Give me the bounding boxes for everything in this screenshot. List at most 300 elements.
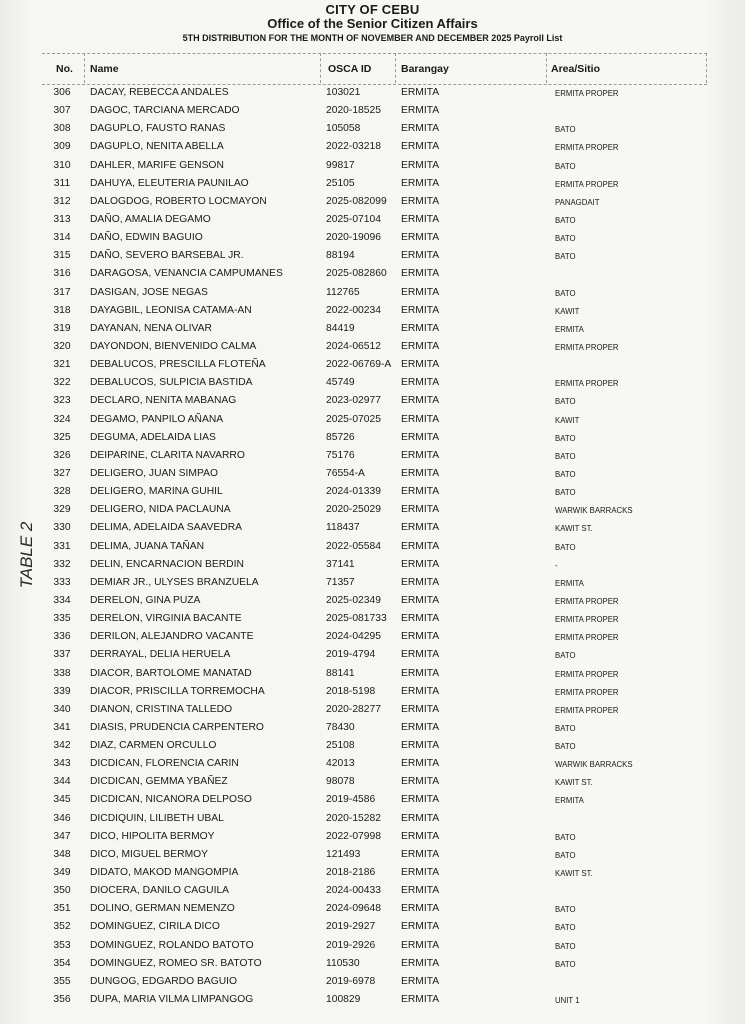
city-title: CITY OF CEBU [325,2,420,17]
row-area: KAWIT ST. [555,778,593,788]
row-barangay: ERMITA [401,232,440,244]
row-number: 352 [53,921,71,933]
row-barangay: ERMITA [401,613,440,625]
row-name: DEGUMA, ADELAIDA LIAS [90,431,216,443]
row-osca-id: 118437 [326,522,360,534]
row-number: 323 [53,395,71,407]
row-barangay: ERMITA [401,921,440,933]
row-area: ERMITA PROPER [555,379,619,389]
row-number: 345 [53,794,71,806]
row-area: ERMITA PROPER [555,615,619,625]
row-area: BATO [555,215,576,225]
row-number: 311 [53,177,71,189]
row-area: BATO [555,742,576,752]
row-number: 325 [53,431,71,443]
row-osca-id: 112765 [326,286,360,298]
row-barangay: ERMITA [401,159,440,171]
row-name: DAYANAN, NENA OLIVAR [90,322,212,334]
row-barangay: ERMITA [401,467,440,479]
row-barangay: ERMITA [401,431,440,443]
row-number: 354 [53,957,71,969]
table-row [0,646,745,664]
table-row [0,501,745,519]
row-barangay: ERMITA [401,340,440,352]
row-name: DEGAMO, PANPILO AÑANA [90,413,224,425]
table-row [0,175,745,193]
row-osca-id: 98078 [326,776,355,788]
table-row [0,102,745,120]
row-name: DICDICAN, NICANORA DELPOSO [90,794,252,806]
row-name: DUPA, MARIA VILMA LIMPANGOG [90,994,254,1006]
row-area: ERMITA PROPER [555,633,619,643]
table-row [0,247,745,265]
row-area: UNIT 1 [555,996,580,1006]
office-title: Office of the Senior Citizen Affairs [267,16,478,31]
row-area: BATO [555,451,576,461]
row-barangay: ERMITA [401,667,440,679]
row-number: 332 [53,558,71,570]
row-name: DELIN, ENCARNACION BERDIN [90,558,244,570]
table-row [0,120,745,138]
row-number: 333 [53,576,71,588]
row-number: 322 [53,377,71,389]
table-row [0,882,745,900]
row-barangay: ERMITA [401,758,440,770]
row-area: ERMITA PROPER [555,687,619,697]
row-barangay: ERMITA [401,740,440,752]
row-barangay: ERMITA [401,576,440,588]
table-row [0,483,745,501]
row-number: 331 [53,540,71,552]
row-barangay: ERMITA [401,123,440,135]
row-osca-id: 42013 [326,758,355,770]
row-number: 351 [53,903,71,915]
row-number: 330 [53,522,71,534]
row-osca-id: 45749 [326,377,355,389]
row-number: 334 [53,594,71,606]
row-barangay: ERMITA [401,141,440,153]
table-row [0,991,745,1009]
row-osca-id: 103021 [326,87,361,98]
table-row [0,719,745,737]
row-number: 320 [53,340,71,352]
table-row [0,791,745,809]
row-area: KAWIT [555,306,580,316]
row-number: 309 [53,141,71,153]
row-osca-id: 2023-02977 [326,395,381,407]
row-barangay: ERMITA [401,631,440,643]
row-number: 306 [53,87,71,98]
row-osca-id: 37141 [326,558,355,570]
row-osca-id: 25108 [326,740,355,752]
row-area: BATO [555,488,576,498]
table-row [0,465,745,483]
row-area: BATO [555,252,576,262]
row-name: DEMIAR JR., ULYSES BRANZUELA [90,576,259,588]
table-row [0,846,745,864]
row-osca-id: 2024-09648 [326,903,381,915]
row-number: 327 [53,467,71,479]
row-name: DARAGOSA, VENANCIA CAMPUMANES [90,268,283,280]
row-area: ERMITA PROPER [555,669,619,679]
handwritten-table-2-note [10,500,54,610]
row-barangay: ERMITA [401,413,440,425]
row-name: DIOCERA, DANILO CAGUILA [90,885,230,897]
row-number: 347 [53,830,71,842]
row-barangay: ERMITA [401,994,440,1006]
row-osca-id: 2025-081733 [326,613,387,625]
row-area: BATO [555,905,576,915]
row-area: BATO [555,651,576,661]
payroll-subtitle: 5TH DISTRIBUTION FOR THE MONTH OF NOVEMBER AND DECEMBER 2025 Payroll List [182,33,563,43]
row-osca-id: 2025-07104 [326,213,381,225]
row-osca-id: 2020-19096 [326,232,381,244]
row-number: 326 [53,449,71,461]
row-osca-id: 2020-25029 [326,504,381,516]
row-osca-id: 2018-2186 [326,867,376,879]
row-name: DAGOC, TARCIANA MERCADO [90,105,240,117]
table-row [0,918,745,936]
table-row [0,701,745,719]
row-osca-id: 76554-A [326,467,365,479]
row-osca-id: 75176 [326,449,355,461]
table-row [0,265,745,283]
table-row [0,973,745,991]
row-name: DIACOR, PRISCILLA TORREMOCHA [90,685,265,697]
table-row [0,574,745,592]
row-name: DAÑO, SEVERO BARSEBAL JR. [90,250,244,262]
header-divider [84,53,85,83]
row-number: 335 [53,613,71,625]
row-number: 310 [53,159,71,171]
row-number: 328 [53,486,71,498]
row-barangay: ERMITA [401,486,440,498]
row-number: 321 [53,359,71,371]
row-barangay: ERMITA [401,939,440,951]
row-barangay: ERMITA [401,885,440,897]
row-name: DAGUPLO, NENITA ABELLA [90,141,224,153]
row-osca-id: 78430 [326,721,355,733]
row-name: DAGUPLO, FAUSTO RANAS [90,123,226,135]
row-number: 313 [53,213,71,225]
row-barangay: ERMITA [401,540,440,552]
row-name: DELIGERO, NIDA PACLAUNA [90,504,231,516]
row-number: 337 [53,649,71,661]
row-number: 342 [53,740,71,752]
row-osca-id: 2025-082860 [326,268,387,280]
table-row [0,937,745,955]
row-area: ERMITA PROPER [555,705,619,715]
row-area: ERMITA [555,796,584,806]
row-name: DAYONDON, BIENVENIDO CALMA [90,340,257,352]
row-area: KAWIT ST. [555,869,593,879]
row-area: BATO [555,850,576,860]
row-name: DICO, MIGUEL BERMOY [90,848,209,860]
row-area: BATO [555,723,576,733]
row-barangay: ERMITA [401,830,440,842]
row-barangay: ERMITA [401,395,440,407]
row-osca-id: 100829 [326,994,361,1006]
row-number: 314 [53,232,71,244]
row-number: 339 [53,685,71,697]
row-name: DICO, HIPOLITA BERMOY [90,830,215,842]
row-barangay: ERMITA [401,250,440,262]
row-number: 341 [53,721,71,733]
row-area: BATO [555,433,576,443]
row-area: BATO [555,125,576,135]
table-row [0,302,745,320]
header-divider [546,53,547,83]
header-divider [706,53,707,83]
row-barangay: ERMITA [401,957,440,969]
row-barangay: ERMITA [401,703,440,715]
row-osca-id: 2019-2927 [326,921,376,933]
table-row [0,429,745,447]
row-barangay: ERMITA [401,975,440,987]
row-barangay: ERMITA [401,867,440,879]
table-row [0,773,745,791]
row-barangay: ERMITA [401,105,440,117]
row-barangay: ERMITA [401,685,440,697]
row-name: DIAZ, CARMEN ORCULLO [90,740,217,752]
row-osca-id: 2018-5198 [326,685,376,697]
row-barangay: ERMITA [401,649,440,661]
row-osca-id: 84419 [326,322,355,334]
table-row [0,447,745,465]
table-row [0,955,745,973]
row-barangay: ERMITA [401,776,440,788]
row-area: WARWIK BARRACKS [555,506,633,516]
row-number: 346 [53,812,71,824]
table-row [0,828,745,846]
table-row [0,320,745,338]
row-number: 324 [53,413,71,425]
table-row [0,592,745,610]
row-name: DOMINGUEZ, CIRILA DICO [90,921,220,933]
row-name: DICDIQUIN, LILIBETH UBAL [90,812,224,824]
row-area: ERMITA PROPER [555,89,619,98]
table-row [0,864,745,882]
row-barangay: ERMITA [401,213,440,225]
payroll-table-body [0,84,745,1009]
row-osca-id: 2022-07998 [326,830,381,842]
table-row [0,411,745,429]
row-osca-id: 2025-07025 [326,413,381,425]
row-name: DALOGDOG, ROBERTO LOCMAYON [90,195,267,207]
row-osca-id: 25105 [326,177,355,189]
table-row [0,538,745,556]
row-name: DAHLER, MARIFE GENSON [90,159,224,171]
row-osca-id: 2024-01339 [326,486,381,498]
row-area: ERMITA PROPER [555,179,619,189]
row-barangay: ERMITA [401,195,440,207]
row-barangay: ERMITA [401,359,440,371]
row-name: DIASIS, PRUDENCIA CARPENTERO [90,721,264,733]
row-osca-id: 105058 [326,123,361,135]
row-number: 329 [53,504,71,516]
row-osca-id: 121493 [326,848,361,860]
row-number: 317 [53,286,71,298]
row-area: - [555,560,558,570]
row-name: DASIGAN, JOSE NEGAS [90,286,208,298]
row-barangay: ERMITA [401,87,440,98]
row-name: DELIGERO, MARINA GUHIL [90,486,223,498]
row-barangay: ERMITA [401,377,440,389]
row-area: ERMITA PROPER [555,342,619,352]
row-number: 316 [53,268,71,280]
row-number: 319 [53,322,71,334]
col-no-header: No. [56,63,73,75]
table-row [0,683,745,701]
row-osca-id: 2024-00433 [326,885,381,897]
row-osca-id: 71357 [326,576,355,588]
row-osca-id: 2024-06512 [326,340,381,352]
row-area: KAWIT [555,415,580,425]
row-osca-id: 88194 [326,250,355,262]
table-row [0,356,745,374]
row-name: DERILON, ALEJANDRO VACANTE [90,631,254,643]
row-area: BATO [555,923,576,933]
header-divider [320,53,321,83]
row-area: KAWIT ST. [555,524,593,534]
table-row [0,556,745,574]
table-row [0,665,745,683]
row-osca-id: 110530 [326,957,360,969]
row-area: ERMITA PROPER [555,143,619,153]
row-name: DERELON, GINA PUZA [90,594,201,606]
row-osca-id: 2022-06769-A [326,359,392,371]
table-row [0,519,745,537]
row-number: 307 [53,105,71,117]
col-area-header: Area/Sitio [551,63,601,75]
row-osca-id: 2020-28277 [326,703,381,715]
row-osca-id: 85726 [326,431,355,443]
row-name: DAÑO, EDWIN BAGUIO [90,232,203,244]
row-area: BATO [555,397,576,407]
row-area: ERMITA [555,578,584,588]
table-row [0,211,745,229]
row-number: 308 [53,123,71,135]
row-osca-id: 2019-4794 [326,649,376,661]
row-number: 344 [53,776,71,788]
row-barangay: ERMITA [401,848,440,860]
row-area: BATO [555,469,576,479]
row-area: ERMITA PROPER [555,596,619,606]
row-osca-id: 99817 [326,159,355,171]
row-barangay: ERMITA [401,721,440,733]
row-number: 356 [53,994,71,1006]
row-barangay: ERMITA [401,522,440,534]
table-row [0,193,745,211]
row-area: BATO [555,959,576,969]
row-osca-id: 2019-4586 [326,794,376,806]
header-divider [395,53,396,83]
row-barangay: ERMITA [401,322,440,334]
row-barangay: ERMITA [401,812,440,824]
col-name-header: Name [90,63,119,75]
row-area: BATO [555,234,576,244]
row-osca-id: 2025-082099 [326,195,387,207]
row-name: DICDICAN, GEMMA YBAÑEZ [90,776,228,788]
col-barangay-header: Barangay [401,63,449,75]
row-name: DACAY, REBECCA ANDALES [90,87,229,98]
table-row [0,138,745,156]
row-name: DIDATO, MAKOD MANGOMPIA [90,867,239,879]
row-barangay: ERMITA [401,177,440,189]
row-name: DEIPARINE, CLARITA NAVARRO [90,449,245,461]
row-osca-id: 88141 [326,667,355,679]
row-name: DEBALUCOS, SULPICIA BASTIDA [90,377,253,389]
table-row [0,229,745,247]
row-name: DOMINGUEZ, ROLANDO BATOTO [90,939,254,951]
row-barangay: ERMITA [401,594,440,606]
row-osca-id: 2020-15282 [326,812,381,824]
table-row [0,900,745,918]
row-name: DAÑO, AMALIA DEGAMO [90,213,211,225]
col-osca-header: OSCA ID [328,63,372,75]
row-name: DERELON, VIRGINIA BACANTE [90,613,242,625]
table-row [0,374,745,392]
row-barangay: ERMITA [401,449,440,461]
row-osca-id: 2022-03218 [326,141,381,153]
row-number: 343 [53,758,71,770]
row-area: BATO [555,161,576,171]
row-osca-id: 2020-18525 [326,105,381,117]
row-area: BATO [555,542,576,552]
row-area: BATO [555,288,576,298]
table-header [42,53,707,85]
row-area: ERMITA [555,324,584,334]
row-barangay: ERMITA [401,304,440,316]
row-name: DIACOR, BARTOLOME MANATAD [90,667,252,679]
row-number: 353 [53,939,71,951]
table-row [0,610,745,628]
row-barangay: ERMITA [401,794,440,806]
row-number: 336 [53,631,71,643]
table-row [0,338,745,356]
row-name: DELIMA, JUANA TAÑAN [90,540,205,552]
row-number: 349 [53,867,71,879]
row-osca-id: 2019-2926 [326,939,376,951]
row-barangay: ERMITA [401,268,440,280]
row-name: DELIMA, ADELAIDA SAAVEDRA [90,522,243,534]
row-area: BATO [555,832,576,842]
table-row [0,392,745,410]
row-barangay: ERMITA [401,286,440,298]
table-row [0,628,745,646]
row-number: 350 [53,885,71,897]
row-name: DAHUYA, ELEUTERIA PAUNILAO [90,177,249,189]
row-name: DERRAYAL, DELIA HERUELA [90,649,231,661]
table-row [0,284,745,302]
margin-note-text: TABLE 2 [17,521,36,589]
row-barangay: ERMITA [401,504,440,516]
row-number: 348 [53,848,71,860]
table-row [0,737,745,755]
row-name: DOMINGUEZ, ROMEO SR. BATOTO [90,957,262,969]
row-number: 338 [53,667,71,679]
row-osca-id: 2019-6978 [326,975,376,987]
row-osca-id: 2022-00234 [326,304,381,316]
table-row [0,755,745,773]
row-number: 312 [53,195,71,207]
table-row [0,84,745,102]
row-area: BATO [555,941,576,951]
row-area: PANAGDAIT [555,197,600,207]
row-osca-id: 2024-04295 [326,631,381,643]
row-name: DEBALUCOS, PRESCILLA FLOTEÑA [90,359,266,371]
row-osca-id: 2022-05584 [326,540,381,552]
